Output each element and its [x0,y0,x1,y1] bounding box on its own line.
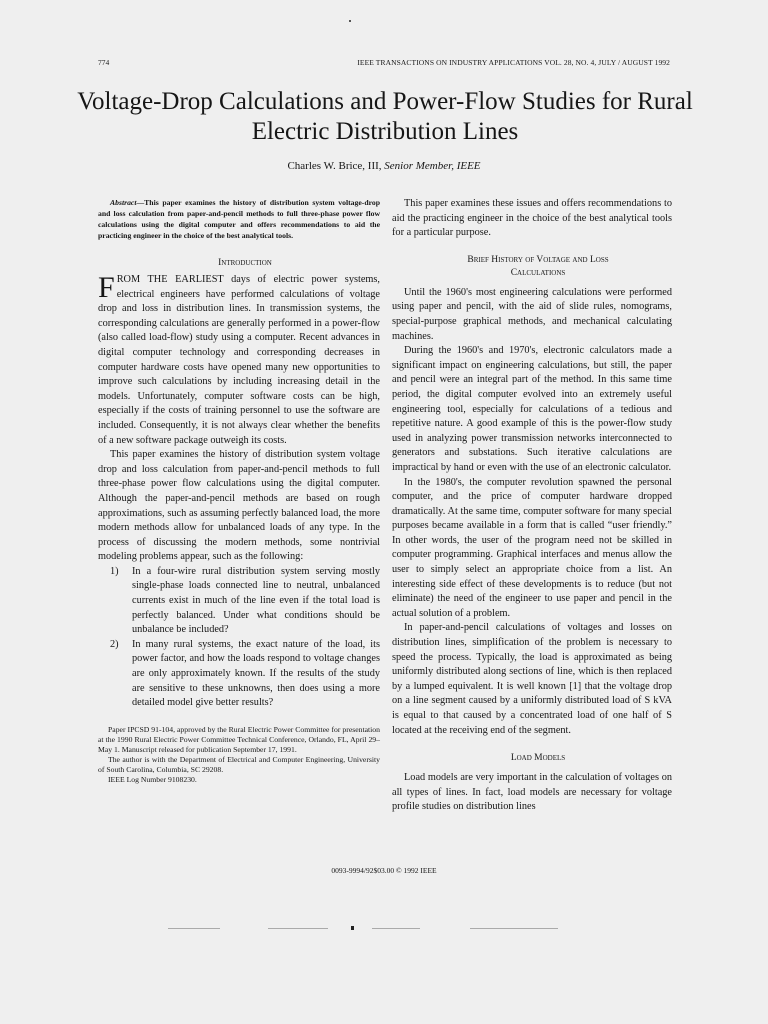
abstract-text: —This paper examines the history of distribution system voltage-drop and loss calculation from paper-and-pencil methods to full three-phase power flow calculations using the digital computer and offers recommendations to aid the practicing engineer in the choice of the best analytical tools. [98,198,380,240]
journal-header: IEEE TRANSACTIONS ON INDUSTRY APPLICATIONS VOL. 28, NO. 4, JULY / AUGUST 1992 [357,58,670,67]
right-paragraph-0: This paper examines these issues and offers recommendations to aid the practicing engineer in the choice of the best analytical tools for a particular purpose. [392,198,672,239]
author-line [0,160,768,172]
author-role: Senior Member, IEEE [384,160,481,172]
footnote-paragraph-1: Paper IPCSD 91-104, approved by the Rural Electric Power Committee for presentation at the 1990 Rural Electric Power Committee Technical Conference, Orlando, FL, April 29–May 1. Manuscript released for publication September 17, 1991. [98,724,380,754]
abstract-label: Abstract [110,198,137,207]
scan-artifact [168,928,220,929]
list-item-number: 2) [110,638,119,650]
list-item [98,638,380,711]
abstract [98,197,380,241]
issue-list [98,565,380,711]
load-models-heading: Load Models [510,753,566,764]
right-column [392,197,672,815]
left-column [98,197,380,785]
history-paragraph-4: In paper-and-pencil calculations of voltages and losses on distribution lines, simplification of the problem is necessary to speed the process. Typically, the load is approximated as being uniformly distributed along sections of line, which is then replaced by a lumped equivalent. It is well known [1] that the voltage drop on a line segment caused by a uniformly distributed load of S kVA is equal to that caused by a concentrated load of one half of S located at the receiving end of the segment. [392,622,672,736]
list-item-number: 1) [110,565,119,577]
scan-artifact [351,926,354,930]
footnote-paragraph-2: The author is with the Department of Electrical and Computer Engineering, University of South Carolina, Columbia, SC 29208. [98,754,380,774]
footnote [98,725,380,785]
load-paragraph-1: Load models are very important in the calculation of voltages on all types of lines. In fact, load models are necessary for voltage profile studies on distribution lines [392,772,672,813]
author-name: Charles W. Brice, III, [287,160,382,172]
history-heading-line-2: Calculations [510,267,566,278]
paper-title: Voltage-Drop Calculations and Power-Flow Studies for Rural Electric Distribution Lines [77,88,693,145]
intro-paragraph-2: This paper examines the history of distribution system voltage drop and loss calculation from paper-and-pencil methods to full three-phase power flow calculations using the digital computer. Although the paper-and-pencil methods are based on rough approximations, such as assuming perfectly balanced load, the more modern methods allow for unbalanced loads of any type. In the process of discussing the modern methods, some nontrivial modeling problems appear, such as the following: [98,449,380,563]
history-paragraph-2: During the 1960's and 1970's, electronic calculators made a significant impact on engineering calculations, but still, the paper and pencil were an integral part of the method. In this same time period, the digital computer evolved into an extremely useful engineering tool, especially for calculations of a tedious and repetitive nature. A good example of this is the power-flow study used in analyzing power transmission networks interconnected to generators and substations. Such iterative calculations are impractical by hand or even with the use of an electronic calculator. [392,345,672,473]
list-item-text: In many rural systems, the exact nature of the load, its power factor, and how the loads respond to voltage changes are only approximately known. If the results of the study are sensitive to these unknowns, then does using a more detailed model give better results? [132,638,380,709]
scan-artifact [470,928,558,929]
page-number: 774 [98,58,110,67]
scan-artifact [372,928,420,929]
scan-dot [349,20,351,22]
intro-paragraph-1 [98,273,380,448]
scan-artifact [268,928,328,929]
history-paragraph-3: In the 1980's, the computer revolution spawned the personal computer, and the price of computer hardware dropped dramatically. At the same time, computer software for many special purposes became available in a form that is called “user friendly.” In other words, the user of the program need not be skilled in computer programming. Graphical interfaces and menus allow the user to simply select an appropriate choice from a list. An interesting side effect of these developments is to reduce (but not eliminate) the need of the engineer to use paper and pencil in the actual solution of a problem. [392,476,672,619]
intro-paragraph-1-text: ROM THE EARLIEST days of electric power systems, electrical engineers have performed calculations of voltage drop and loss in distribution lines. In transmission systems, the corresponding calculations are generally performed in a power-flow (also called load-flow) study using a computer. Recent advances in digital computer technology and corresponding decreases in computer hardware costs have opened many new opportunities to improve such calculations by including increasing detail in the models. Unfortunately, computer software costs can be high, especially if the costs of training personnel to use the software are included. Consequently, it is not always clear whether the benefits of a new software package outweigh its costs. [98,274,380,446]
footnote-paragraph-3: IEEE Log Number 9108230. [108,774,197,784]
drop-cap: F [98,271,115,304]
list-item [98,565,380,638]
copyright-line: 0093-9994/92$03.00 © 1992 IEEE [331,866,437,875]
history-paragraph-1: Until the 1960's most engineering calculations were performed using paper and pencil, with the aid of slide rules, nomograms, special-purpose graphical methods, and mechanical calculating machines. [392,286,672,342]
list-item-text: In a four-wire rural distribution system serving mostly single-phase loads connected line to neutral, unbalanced currents exist in much of the line even if the total load is perfectly balanced. Under what conditions should be unbalance be included? [132,565,380,636]
introduction-heading: Introduction [218,258,272,268]
history-heading-line-1: Brief History of Voltage and Loss [467,254,609,265]
